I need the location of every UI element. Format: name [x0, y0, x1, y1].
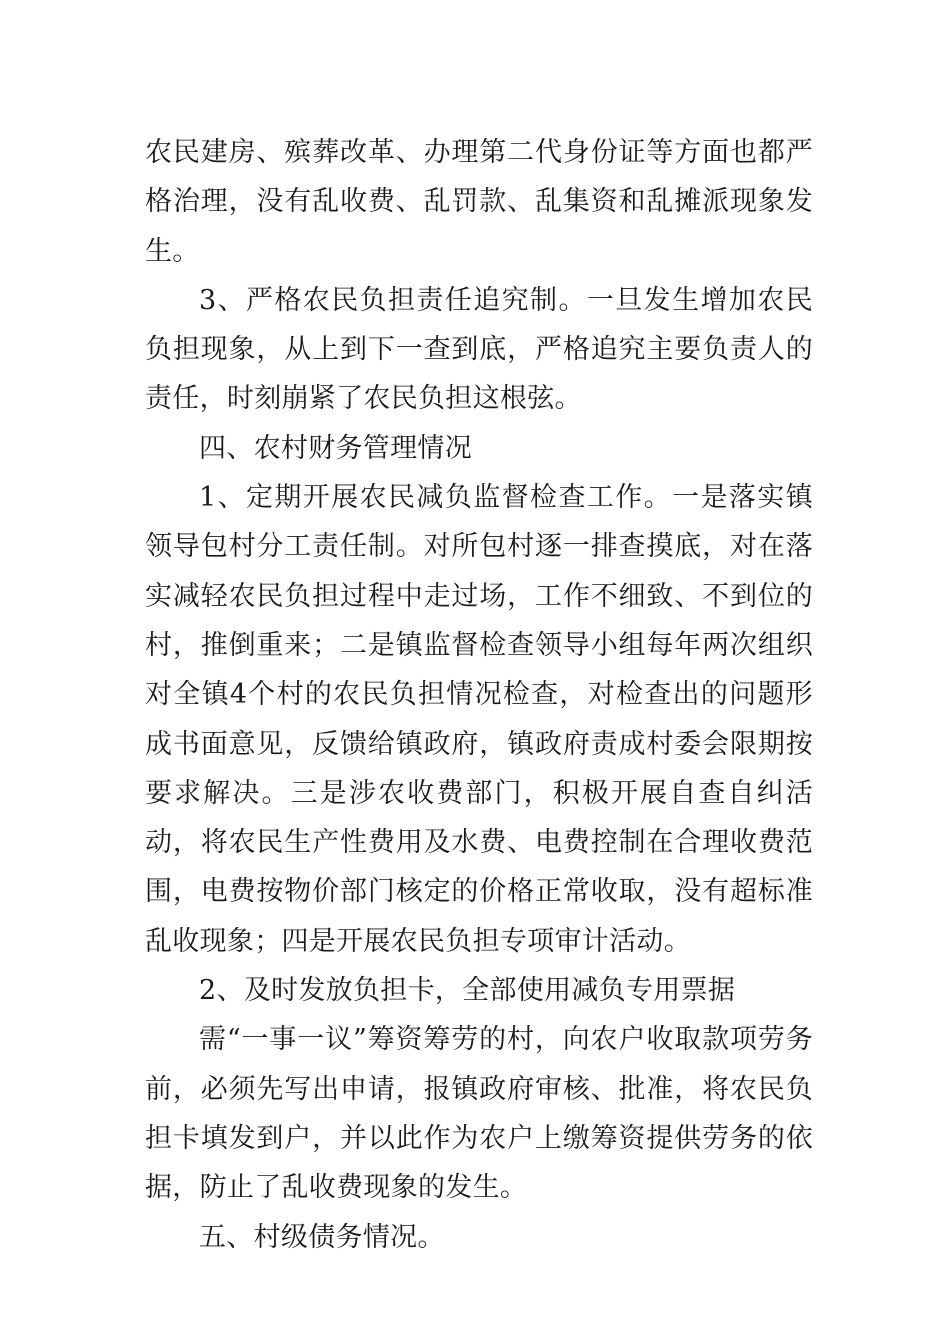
document-body	[145, 128, 813, 1262]
paragraph-item-1: 1、定期开展农民减负监督检查工作。一是落实镇领导包村分工责任制。对所包村逐一排查摸底，对在落实减轻农民负担过程中走过场，工作不细致、不到位的村，推倒重来；二是镇监督检查领导小组每年两次组织对全镇4个村的农民负担情况检查，对检查出的问题形成书面意见，反馈给镇政府，镇政府责成村委会限期按要求解决。三是涉农收费部门，积极开展自查自纠活动，将农民生产性费用及水费、电费控制在合理收费范围，电费按物价部门核定的价格正常收取，没有超标准乱收现象；四是开展农民负担专项审计活动。	[145, 482, 813, 957]
paragraph-item-3: 3、严格农民负担责任追究制。一旦发生增加农民负担现象，从上到下一查到底，严格追究主要负责人的责任，时刻崩紧了农民负担这根弦。	[145, 284, 813, 415]
section-heading-5: 五、村级债务情况。	[199, 1221, 445, 1253]
paragraph-continuation: 农民建房、殡葬改革、办理第二代身份证等方面也都严格治理，没有乱收费、乱罚款、乱集资和乱摊派现象发生。	[145, 137, 813, 267]
paragraph-yishi-yiyi: 需“一事一议”筹资筹劳的村，向农户收取款项劳务前，必须先写出申请，报镇政府审核、批准，将农民负担卡填发到户，并以此作为农户上缴筹资提供劳务的依据，防止了乱收费现象的发生。	[145, 1024, 813, 1204]
section-heading-4: 四、农村财务管理情况	[199, 432, 472, 464]
paragraph-item-2: 2、及时发放负担卡，全部使用减负专用票据	[199, 975, 736, 1007]
